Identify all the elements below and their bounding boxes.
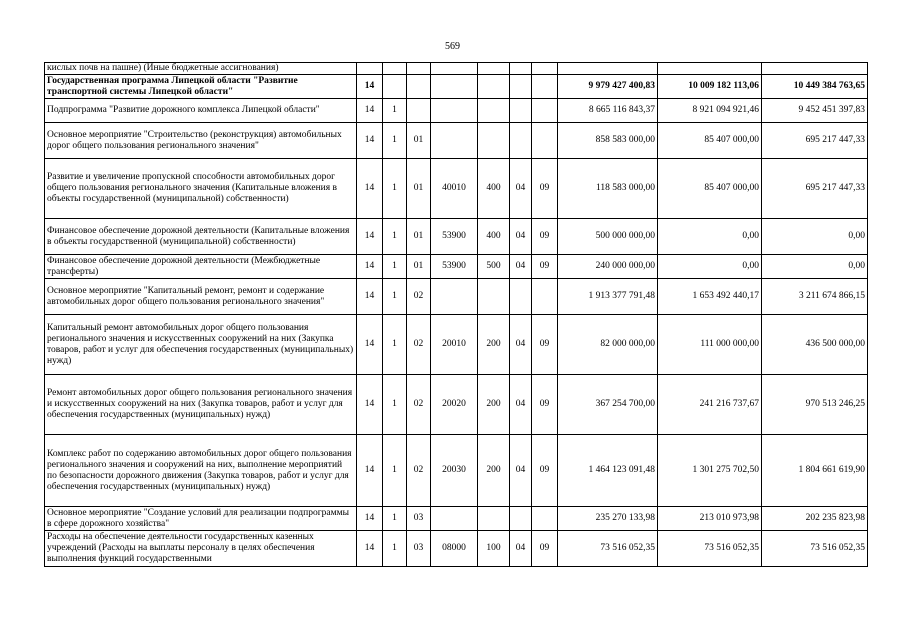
program-code-cell: 14 [357, 279, 383, 315]
subprogram-code-cell: 1 [383, 99, 407, 123]
amount-year1-cell: 858 583 000,00 [558, 123, 658, 159]
subprogram-code-cell: 1 [383, 279, 407, 315]
main-activity-code-cell: 01 [407, 255, 431, 279]
main-activity-code-cell: 02 [407, 375, 431, 435]
amount-year1-cell: 235 270 133,98 [558, 507, 658, 531]
direction-code-cell [431, 279, 478, 315]
section-cell [510, 507, 532, 531]
table-row [45, 219, 868, 255]
amount-year3-cell: 9 452 451 397,83 [762, 99, 868, 123]
expense-type-cell [478, 123, 510, 159]
expense-type-cell [478, 75, 510, 99]
subsection-cell [532, 507, 558, 531]
amount-year3-cell: 0,00 [762, 219, 868, 255]
table-row [45, 75, 868, 99]
subprogram-code-cell [383, 63, 407, 75]
subprogram-code-cell: 1 [383, 255, 407, 279]
row-name-cell: Государственная программа Липецкой области "Развитие транспортной системы Липецкой области" [45, 75, 357, 99]
direction-code-cell [431, 123, 478, 159]
expense-type-cell: 200 [478, 435, 510, 507]
amount-year1-cell: 9 979 427 400,83 [558, 75, 658, 99]
section-cell: 04 [510, 255, 532, 279]
row-name-cell: Расходы на обеспечение деятельности государственных казенных учреждений (Расходы на выплаты персоналу в целях обеспечения выполнения функций государственными [45, 531, 357, 567]
amount-year2-cell [658, 63, 762, 75]
amount-year3-cell: 695 217 447,33 [762, 123, 868, 159]
section-cell: 04 [510, 531, 532, 567]
amount-year1-cell: 8 665 116 843,37 [558, 99, 658, 123]
program-code-cell: 14 [357, 75, 383, 99]
amount-year1-cell: 118 583 000,00 [558, 159, 658, 219]
amount-year2-cell: 241 216 737,67 [658, 375, 762, 435]
row-name-cell: Основное мероприятие "Строительство (реконструкция) автомобильных дорог общего пользования регионального значения" [45, 123, 357, 159]
main-activity-code-cell [407, 99, 431, 123]
subprogram-code-cell [383, 75, 407, 99]
row-name-cell: Развитие и увеличение пропускной способности автомобильных дорог общего пользования регионального значения (Капитальные вложения в объекты государственной (муниципальной) собственности) [45, 159, 357, 219]
row-name-cell: Ремонт автомобильных дорог общего пользования регионального значения и искусственных сооружений на них (Закупка товаров, работ и услуг для обеспечения государственных (муниципальных) нужд) [45, 375, 357, 435]
amount-year2-cell: 1 301 275 702,50 [658, 435, 762, 507]
direction-code-cell: 53900 [431, 219, 478, 255]
direction-code-cell: 20010 [431, 315, 478, 375]
direction-code-cell: 20030 [431, 435, 478, 507]
expense-type-cell [478, 507, 510, 531]
amount-year2-cell: 85 407 000,00 [658, 159, 762, 219]
table-row [45, 99, 868, 123]
table-row [45, 255, 868, 279]
main-activity-code-cell: 01 [407, 123, 431, 159]
table-row [45, 531, 868, 567]
subsection-cell [532, 279, 558, 315]
row-name-cell: Финансовое обеспечение дорожной деятельности (Капитальные вложения в объекты государственной (муниципальной) собственности) [45, 219, 357, 255]
amount-year1-cell: 73 516 052,35 [558, 531, 658, 567]
program-code-cell: 14 [357, 507, 383, 531]
amount-year1-cell: 500 000 000,00 [558, 219, 658, 255]
subsection-cell: 09 [532, 255, 558, 279]
section-cell: 04 [510, 315, 532, 375]
expense-type-cell: 400 [478, 159, 510, 219]
main-activity-code-cell: 03 [407, 507, 431, 531]
table-row [45, 123, 868, 159]
program-code-cell [357, 63, 383, 75]
subsection-cell: 09 [532, 531, 558, 567]
amount-year2-cell: 0,00 [658, 255, 762, 279]
subprogram-code-cell: 1 [383, 507, 407, 531]
expense-type-cell: 200 [478, 375, 510, 435]
expense-type-cell: 100 [478, 531, 510, 567]
row-name-cell: Основное мероприятие "Капитальный ремонт, ремонт и содержание автомобильных дорог общего пользования регионального значения" [45, 279, 357, 315]
amount-year1-cell: 1 913 377 791,48 [558, 279, 658, 315]
subsection-cell [532, 75, 558, 99]
subprogram-code-cell: 1 [383, 219, 407, 255]
amount-year3-cell: 202 235 823,98 [762, 507, 868, 531]
direction-code-cell [431, 99, 478, 123]
section-cell: 04 [510, 375, 532, 435]
amount-year2-cell: 111 000 000,00 [658, 315, 762, 375]
amount-year1-cell: 1 464 123 091,48 [558, 435, 658, 507]
program-code-cell: 14 [357, 123, 383, 159]
amount-year3-cell: 436 500 000,00 [762, 315, 868, 375]
row-name-cell: Подпрограмма "Развитие дорожного комплекса Липецкой области" [45, 99, 357, 123]
amount-year2-cell: 8 921 094 921,46 [658, 99, 762, 123]
program-code-cell: 14 [357, 531, 383, 567]
main-activity-code-cell: 03 [407, 531, 431, 567]
main-activity-code-cell [407, 63, 431, 75]
main-activity-code-cell: 02 [407, 279, 431, 315]
subsection-cell: 09 [532, 315, 558, 375]
subprogram-code-cell: 1 [383, 315, 407, 375]
section-cell: 04 [510, 435, 532, 507]
amount-year3-cell: 0,00 [762, 255, 868, 279]
subprogram-code-cell: 1 [383, 375, 407, 435]
subprogram-code-cell: 1 [383, 159, 407, 219]
direction-code-cell [431, 507, 478, 531]
expense-type-cell: 200 [478, 315, 510, 375]
subprogram-code-cell: 1 [383, 531, 407, 567]
row-name-cell: Финансовое обеспечение дорожной деятельности (Межбюджетные трансферты) [45, 255, 357, 279]
row-name-cell: кислых почв на пашне) (Иные бюджетные ассигнования) [45, 63, 357, 75]
program-code-cell: 14 [357, 219, 383, 255]
expense-type-cell: 500 [478, 255, 510, 279]
budget-table [44, 62, 868, 567]
expense-type-cell [478, 279, 510, 315]
table-row [45, 315, 868, 375]
section-cell [510, 123, 532, 159]
main-activity-code-cell: 01 [407, 159, 431, 219]
amount-year2-cell: 1 653 492 440,17 [658, 279, 762, 315]
subprogram-code-cell: 1 [383, 435, 407, 507]
direction-code-cell [431, 63, 478, 75]
amount-year3-cell: 3 211 674 866,15 [762, 279, 868, 315]
program-code-cell: 14 [357, 99, 383, 123]
main-activity-code-cell [407, 75, 431, 99]
main-activity-code-cell: 02 [407, 315, 431, 375]
table-row [45, 435, 868, 507]
row-name-cell: Основное мероприятие "Создание условий для реализации подпрограммы в сфере дорожного хозяйства" [45, 507, 357, 531]
amount-year3-cell: 695 217 447,33 [762, 159, 868, 219]
amount-year3-cell: 970 513 246,25 [762, 375, 868, 435]
expense-type-cell [478, 63, 510, 75]
section-cell [510, 279, 532, 315]
amount-year2-cell: 213 010 973,98 [658, 507, 762, 531]
subsection-cell: 09 [532, 159, 558, 219]
amount-year3-cell [762, 63, 868, 75]
subprogram-code-cell: 1 [383, 123, 407, 159]
section-cell [510, 75, 532, 99]
amount-year1-cell: 82 000 000,00 [558, 315, 658, 375]
table-row [45, 279, 868, 315]
subsection-cell [532, 63, 558, 75]
section-cell [510, 63, 532, 75]
program-code-cell: 14 [357, 315, 383, 375]
program-code-cell: 14 [357, 255, 383, 279]
page-number: 569 [445, 41, 460, 52]
amount-year1-cell: 240 000 000,00 [558, 255, 658, 279]
amount-year1-cell [558, 63, 658, 75]
program-code-cell: 14 [357, 375, 383, 435]
amount-year3-cell: 73 516 052,35 [762, 531, 868, 567]
amount-year3-cell: 10 449 384 763,65 [762, 75, 868, 99]
subsection-cell: 09 [532, 375, 558, 435]
direction-code-cell: 20020 [431, 375, 478, 435]
subsection-cell: 09 [532, 435, 558, 507]
amount-year2-cell: 10 009 182 113,06 [658, 75, 762, 99]
table-row [45, 375, 868, 435]
subsection-cell [532, 99, 558, 123]
section-cell: 04 [510, 219, 532, 255]
row-name-cell: Капитальный ремонт автомобильных дорог общего пользования регионального значения и искусственных сооружений на них (Закупка товаров, работ и услуг для обеспечения государственных (муниципальных) нужд) [45, 315, 357, 375]
table-row [45, 159, 868, 219]
section-cell [510, 99, 532, 123]
expense-type-cell [478, 99, 510, 123]
direction-code-cell: 40010 [431, 159, 478, 219]
amount-year3-cell: 1 804 661 619,90 [762, 435, 868, 507]
amount-year1-cell: 367 254 700,00 [558, 375, 658, 435]
table-row [45, 507, 868, 531]
subsection-cell [532, 123, 558, 159]
program-code-cell: 14 [357, 159, 383, 219]
direction-code-cell [431, 75, 478, 99]
amount-year2-cell: 73 516 052,35 [658, 531, 762, 567]
main-activity-code-cell: 01 [407, 219, 431, 255]
program-code-cell: 14 [357, 435, 383, 507]
subsection-cell: 09 [532, 219, 558, 255]
direction-code-cell: 53900 [431, 255, 478, 279]
direction-code-cell: 08000 [431, 531, 478, 567]
main-activity-code-cell: 02 [407, 435, 431, 507]
amount-year2-cell: 85 407 000,00 [658, 123, 762, 159]
section-cell: 04 [510, 159, 532, 219]
row-name-cell: Комплекс работ по содержанию автомобильных дорог общего пользования регионального значения и сооружений на них, выполнение мероприятий по безопасности дорожного движения (Закупка товаров, работ и услуг для обеспечения государственных (муниципальных) нужд) [45, 435, 357, 507]
amount-year2-cell: 0,00 [658, 219, 762, 255]
expense-type-cell: 400 [478, 219, 510, 255]
table-row [45, 63, 868, 75]
